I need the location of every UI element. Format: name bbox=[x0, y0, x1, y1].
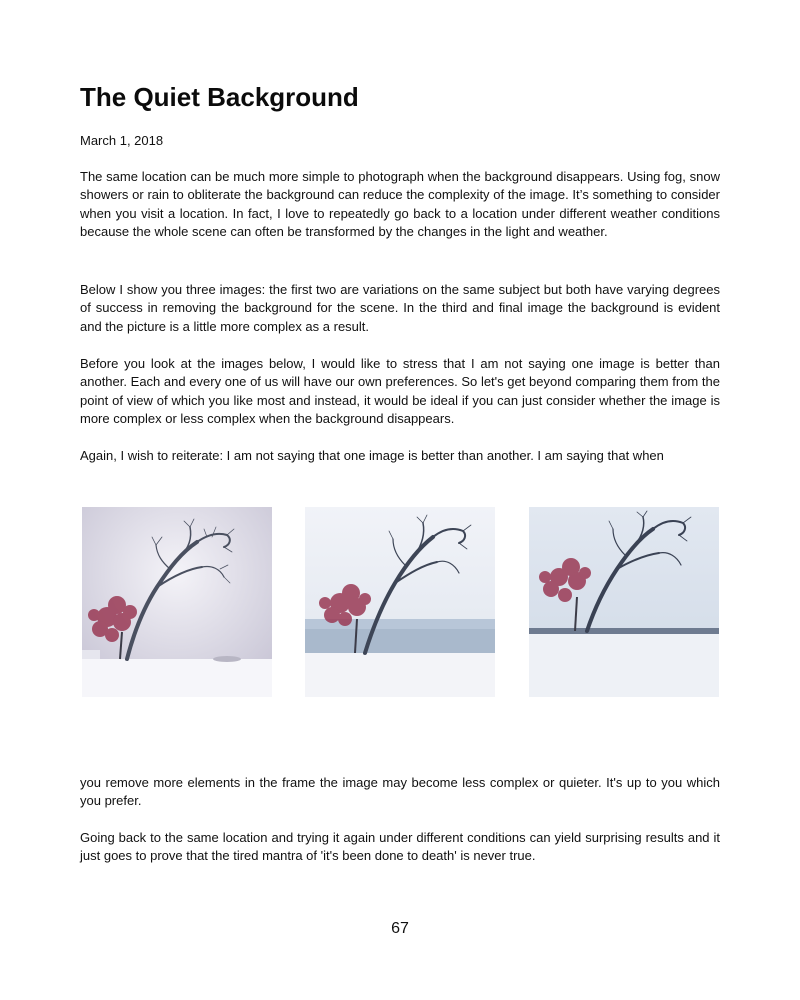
page-title: The Quiet Background bbox=[80, 82, 359, 112]
paragraph-2: Below I show you three images: the first two are variations on the same subject but both have varying degrees of success in removing the background for the scene. In the third and final image the background is evident and the picture is a little more complex as a result. bbox=[80, 282, 720, 334]
paragraph-5: you remove more elements in the frame the image may become less complex or quieter. It's up to you which you prefer. bbox=[80, 775, 720, 809]
article-date: March 1, 2018 bbox=[80, 133, 164, 148]
photo-tree-shoreline bbox=[305, 507, 495, 697]
paragraph-3: Before you look at the images below, I would like to stress that I am not saying one image is better than another. Each and every one of us will have our own preferences. So let's get beyond comparing them from the point of view of which you like most and instead, it would be ideal if you can just consider whether the image is more complex or less complex when the background disappears. bbox=[80, 356, 720, 426]
page-number: 67 bbox=[391, 920, 409, 937]
photo-tree-clear bbox=[529, 507, 719, 697]
photo-tree-fog bbox=[82, 507, 272, 697]
paragraph-4: Again, I wish to reiterate: I am not saying that one image is better than another. I am saying that when bbox=[80, 448, 664, 463]
paragraph-6: Going back to the same location and trying it again under different conditions can yield surprising results and it just goes to prove that the tired mantra of 'it's been done to death' is never true. bbox=[80, 830, 720, 864]
paragraph-1: The same location can be much more simple to photograph when the background disappears. Using fog, snow showers or rain to obliterate the background can reduce the complexity of the image. It’s something to consider when you visit a location. In fact, I love to repeatedly go back to a location under different weather conditions because the whole scene can often be transformed by the changes in the light and weather. bbox=[80, 169, 720, 239]
